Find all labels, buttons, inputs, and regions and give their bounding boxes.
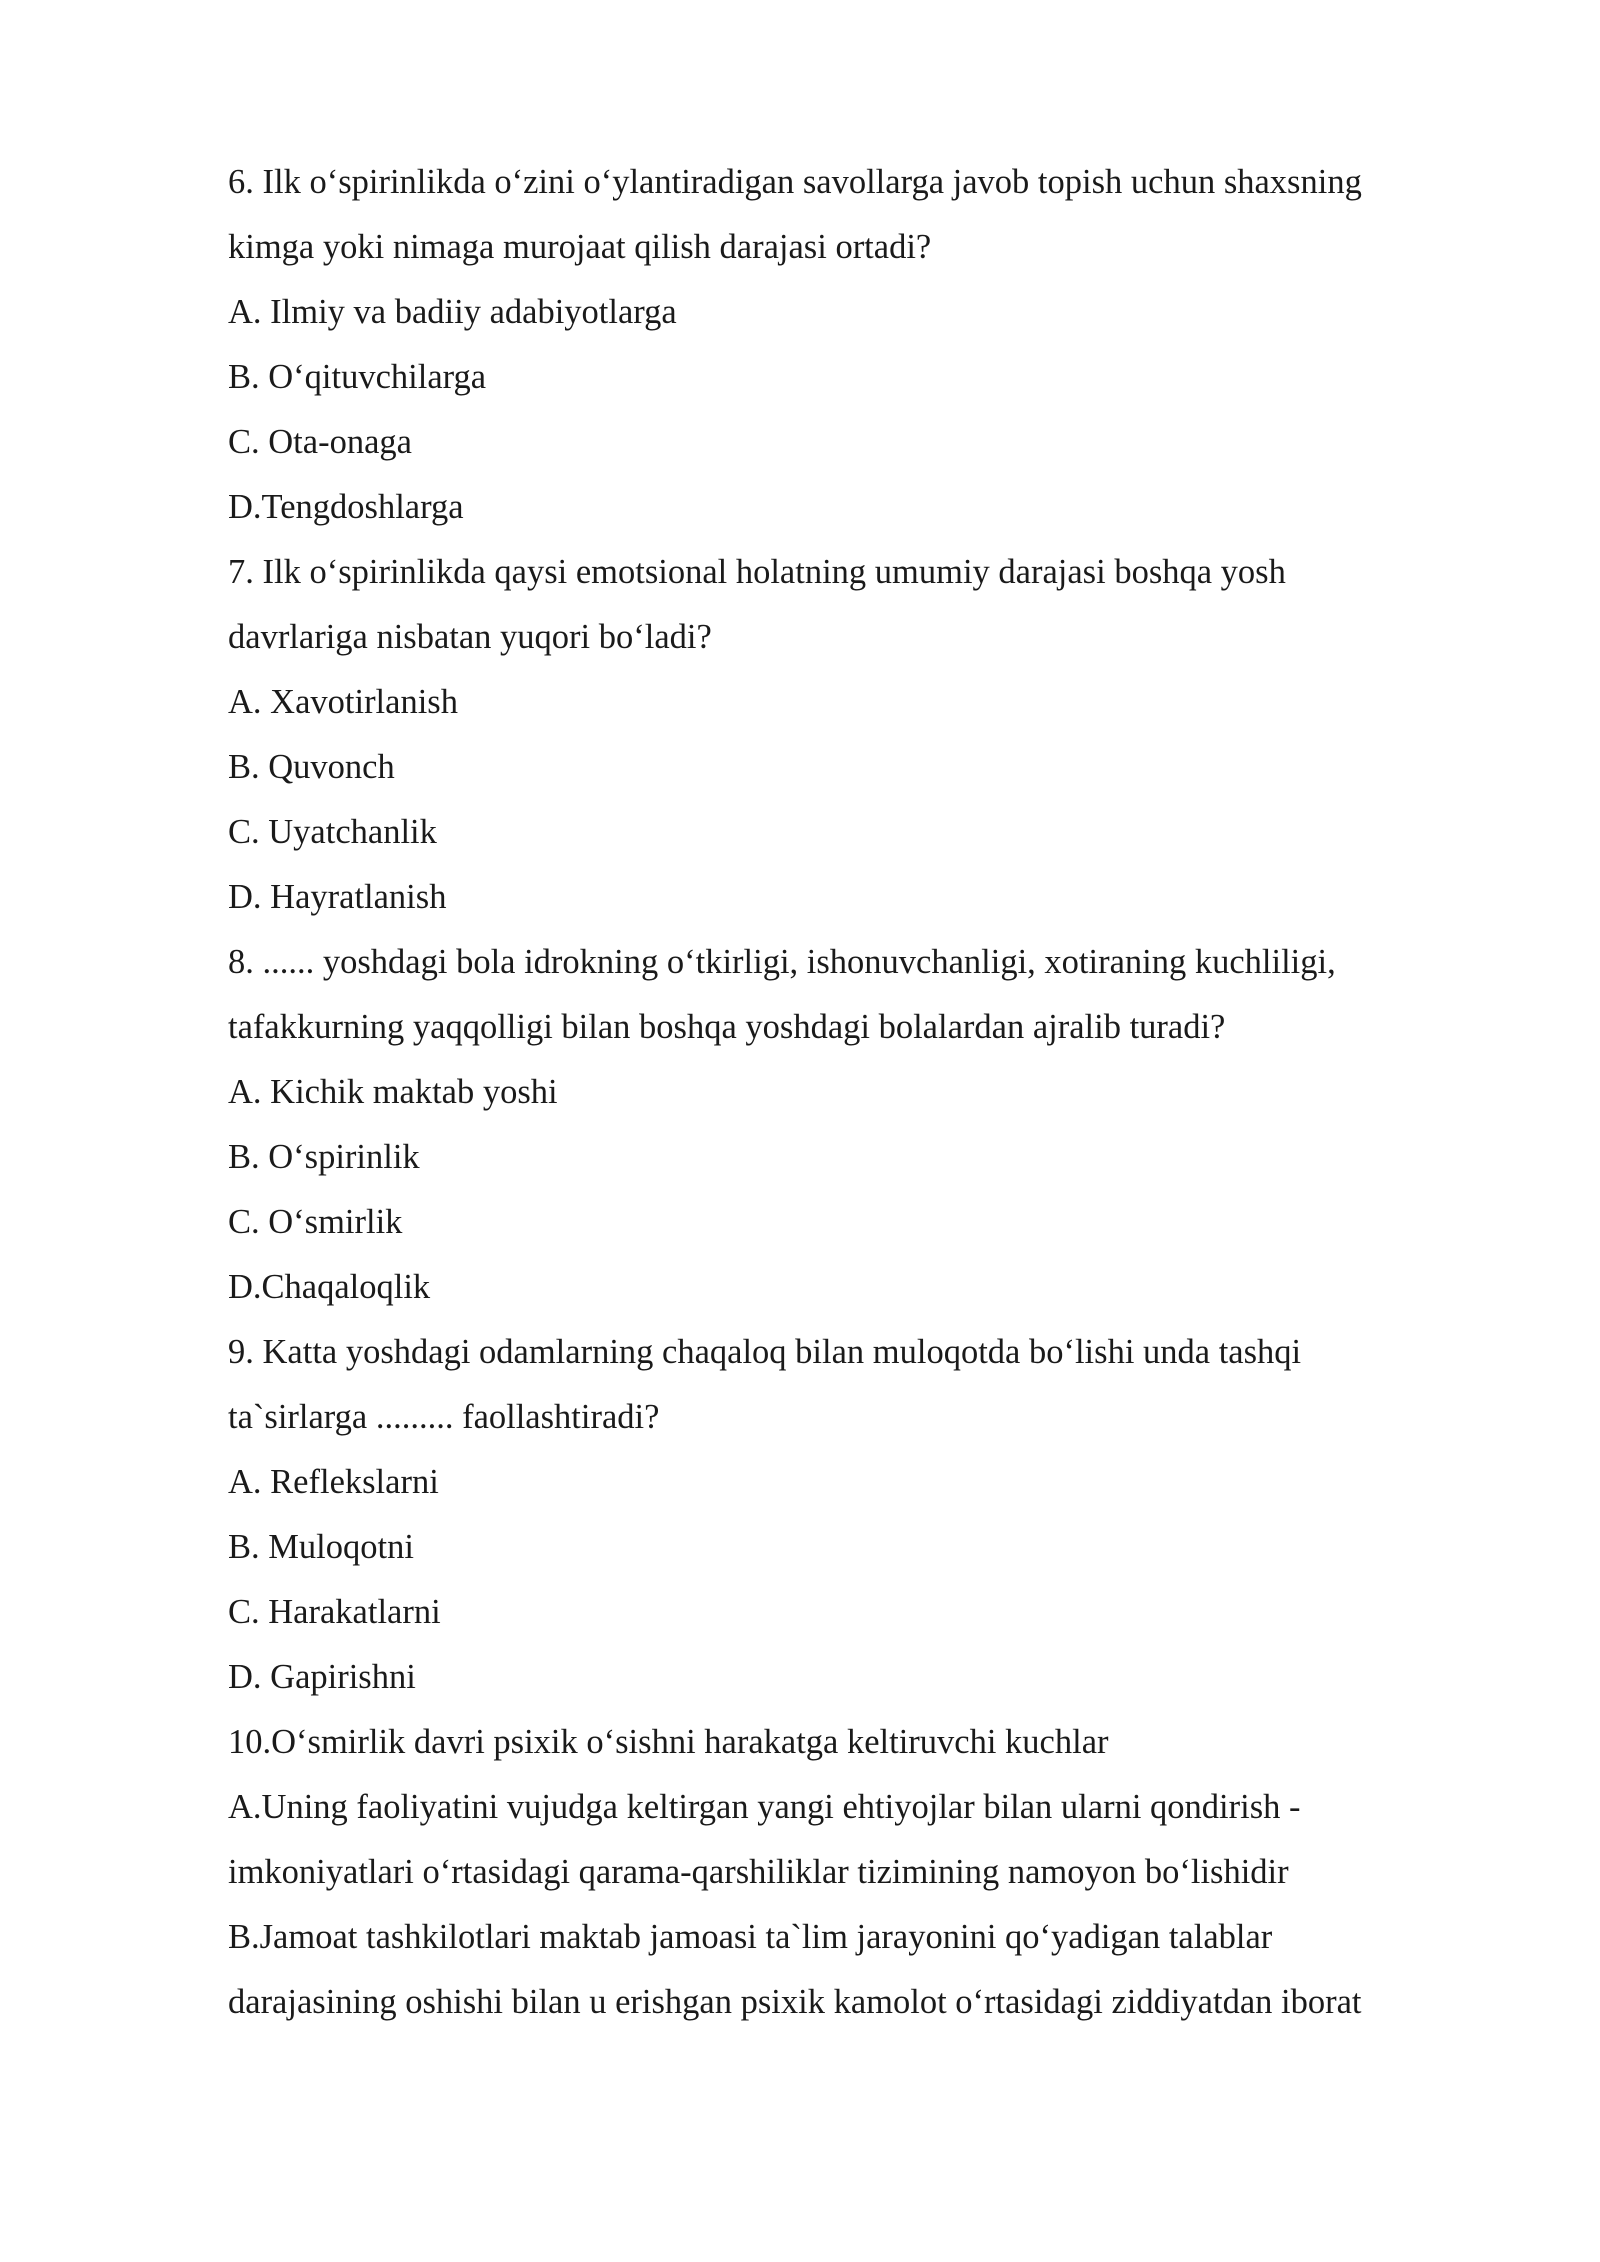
question-8-option-a: A. Kichik maktab yoshi bbox=[228, 1073, 558, 1111]
question-6-line-2: kimga yoki nimaga murojaat qilish darajasi ortadi? bbox=[228, 228, 932, 266]
question-9-option-b: B. Muloqotni bbox=[228, 1528, 414, 1566]
question-7-option-c: C. Uyatchanlik bbox=[228, 813, 437, 851]
question-10-line-1: 10.Oʻsmirlik davri psixik oʻsishni harakatga keltiruvchi kuchlar bbox=[228, 1723, 1109, 1761]
question-10-option-b-line-2: darajasining oshishi bilan u erishgan psixik kamolot oʻrtasidagi ziddiyatdan iborat bbox=[228, 1983, 1362, 2021]
question-7-line-1: 7. Ilk oʻspirinlikda qaysi emotsional holatning umumiy darajasi boshqa yosh bbox=[228, 553, 1286, 591]
question-9-option-d: D. Gapirishni bbox=[228, 1658, 416, 1696]
question-10-option-b-line-1: B.Jamoat tashkilotlari maktab jamoasi ta`lim jarayonini qoʻyadigan talablar bbox=[228, 1918, 1273, 1956]
question-6-option-d: D.Tengdoshlarga bbox=[228, 488, 464, 526]
question-8-option-b: B. Oʻspirinlik bbox=[228, 1138, 420, 1176]
quiz-text bbox=[228, 150, 1478, 2035]
question-7-option-b: B. Quvonch bbox=[228, 748, 395, 786]
question-9-line-1: 9. Katta yoshdagi odamlarning chaqaloq bilan muloqotda boʻlishi unda tashqi bbox=[228, 1333, 1302, 1371]
question-9-option-c: C. Harakatlarni bbox=[228, 1593, 441, 1631]
question-10-option-a-line-2: imkoniyatlari oʻrtasidagi qarama-qarshiliklar tizimining namoyon boʻlishidir bbox=[228, 1853, 1289, 1891]
question-8-line-1: 8. ...... yoshdagi bola idrokning oʻtkirligi, ishonuvchanligi, xotiraning kuchliligi, bbox=[228, 943, 1336, 981]
question-7-line-2: davrlariga nisbatan yuqori boʻladi? bbox=[228, 618, 712, 656]
question-6-option-a: A. Ilmiy va badiiy adabiyotlarga bbox=[228, 293, 677, 331]
question-8-option-d: D.Chaqaloqlik bbox=[228, 1268, 431, 1306]
question-7-option-d: D. Hayratlanish bbox=[228, 878, 447, 916]
question-9-option-a: A. Reflekslarni bbox=[228, 1463, 439, 1501]
question-10-option-a-line-1: A.Uning faoliyatini vujudga keltirgan yangi ehtiyojlar bilan ularni qondirish - bbox=[228, 1788, 1301, 1826]
question-6-option-c: C. Ota-onaga bbox=[228, 423, 412, 461]
question-6-line-1: 6. Ilk oʻspirinlikda oʻzini oʻylantiradigan savollarga javob topish uchun shaxsning bbox=[228, 163, 1362, 201]
question-7-option-a: A. Xavotirlanish bbox=[228, 683, 458, 721]
question-8-line-2: tafakkurning yaqqolligi bilan boshqa yoshdagi bolalardan ajralib turadi? bbox=[228, 1008, 1226, 1046]
question-9-line-2: ta`sirlarga ......... faollashtiradi? bbox=[228, 1398, 660, 1436]
question-8-option-c: C. Oʻsmirlik bbox=[228, 1203, 403, 1241]
question-6-option-b: B. Oʻqituvchilarga bbox=[228, 358, 487, 396]
